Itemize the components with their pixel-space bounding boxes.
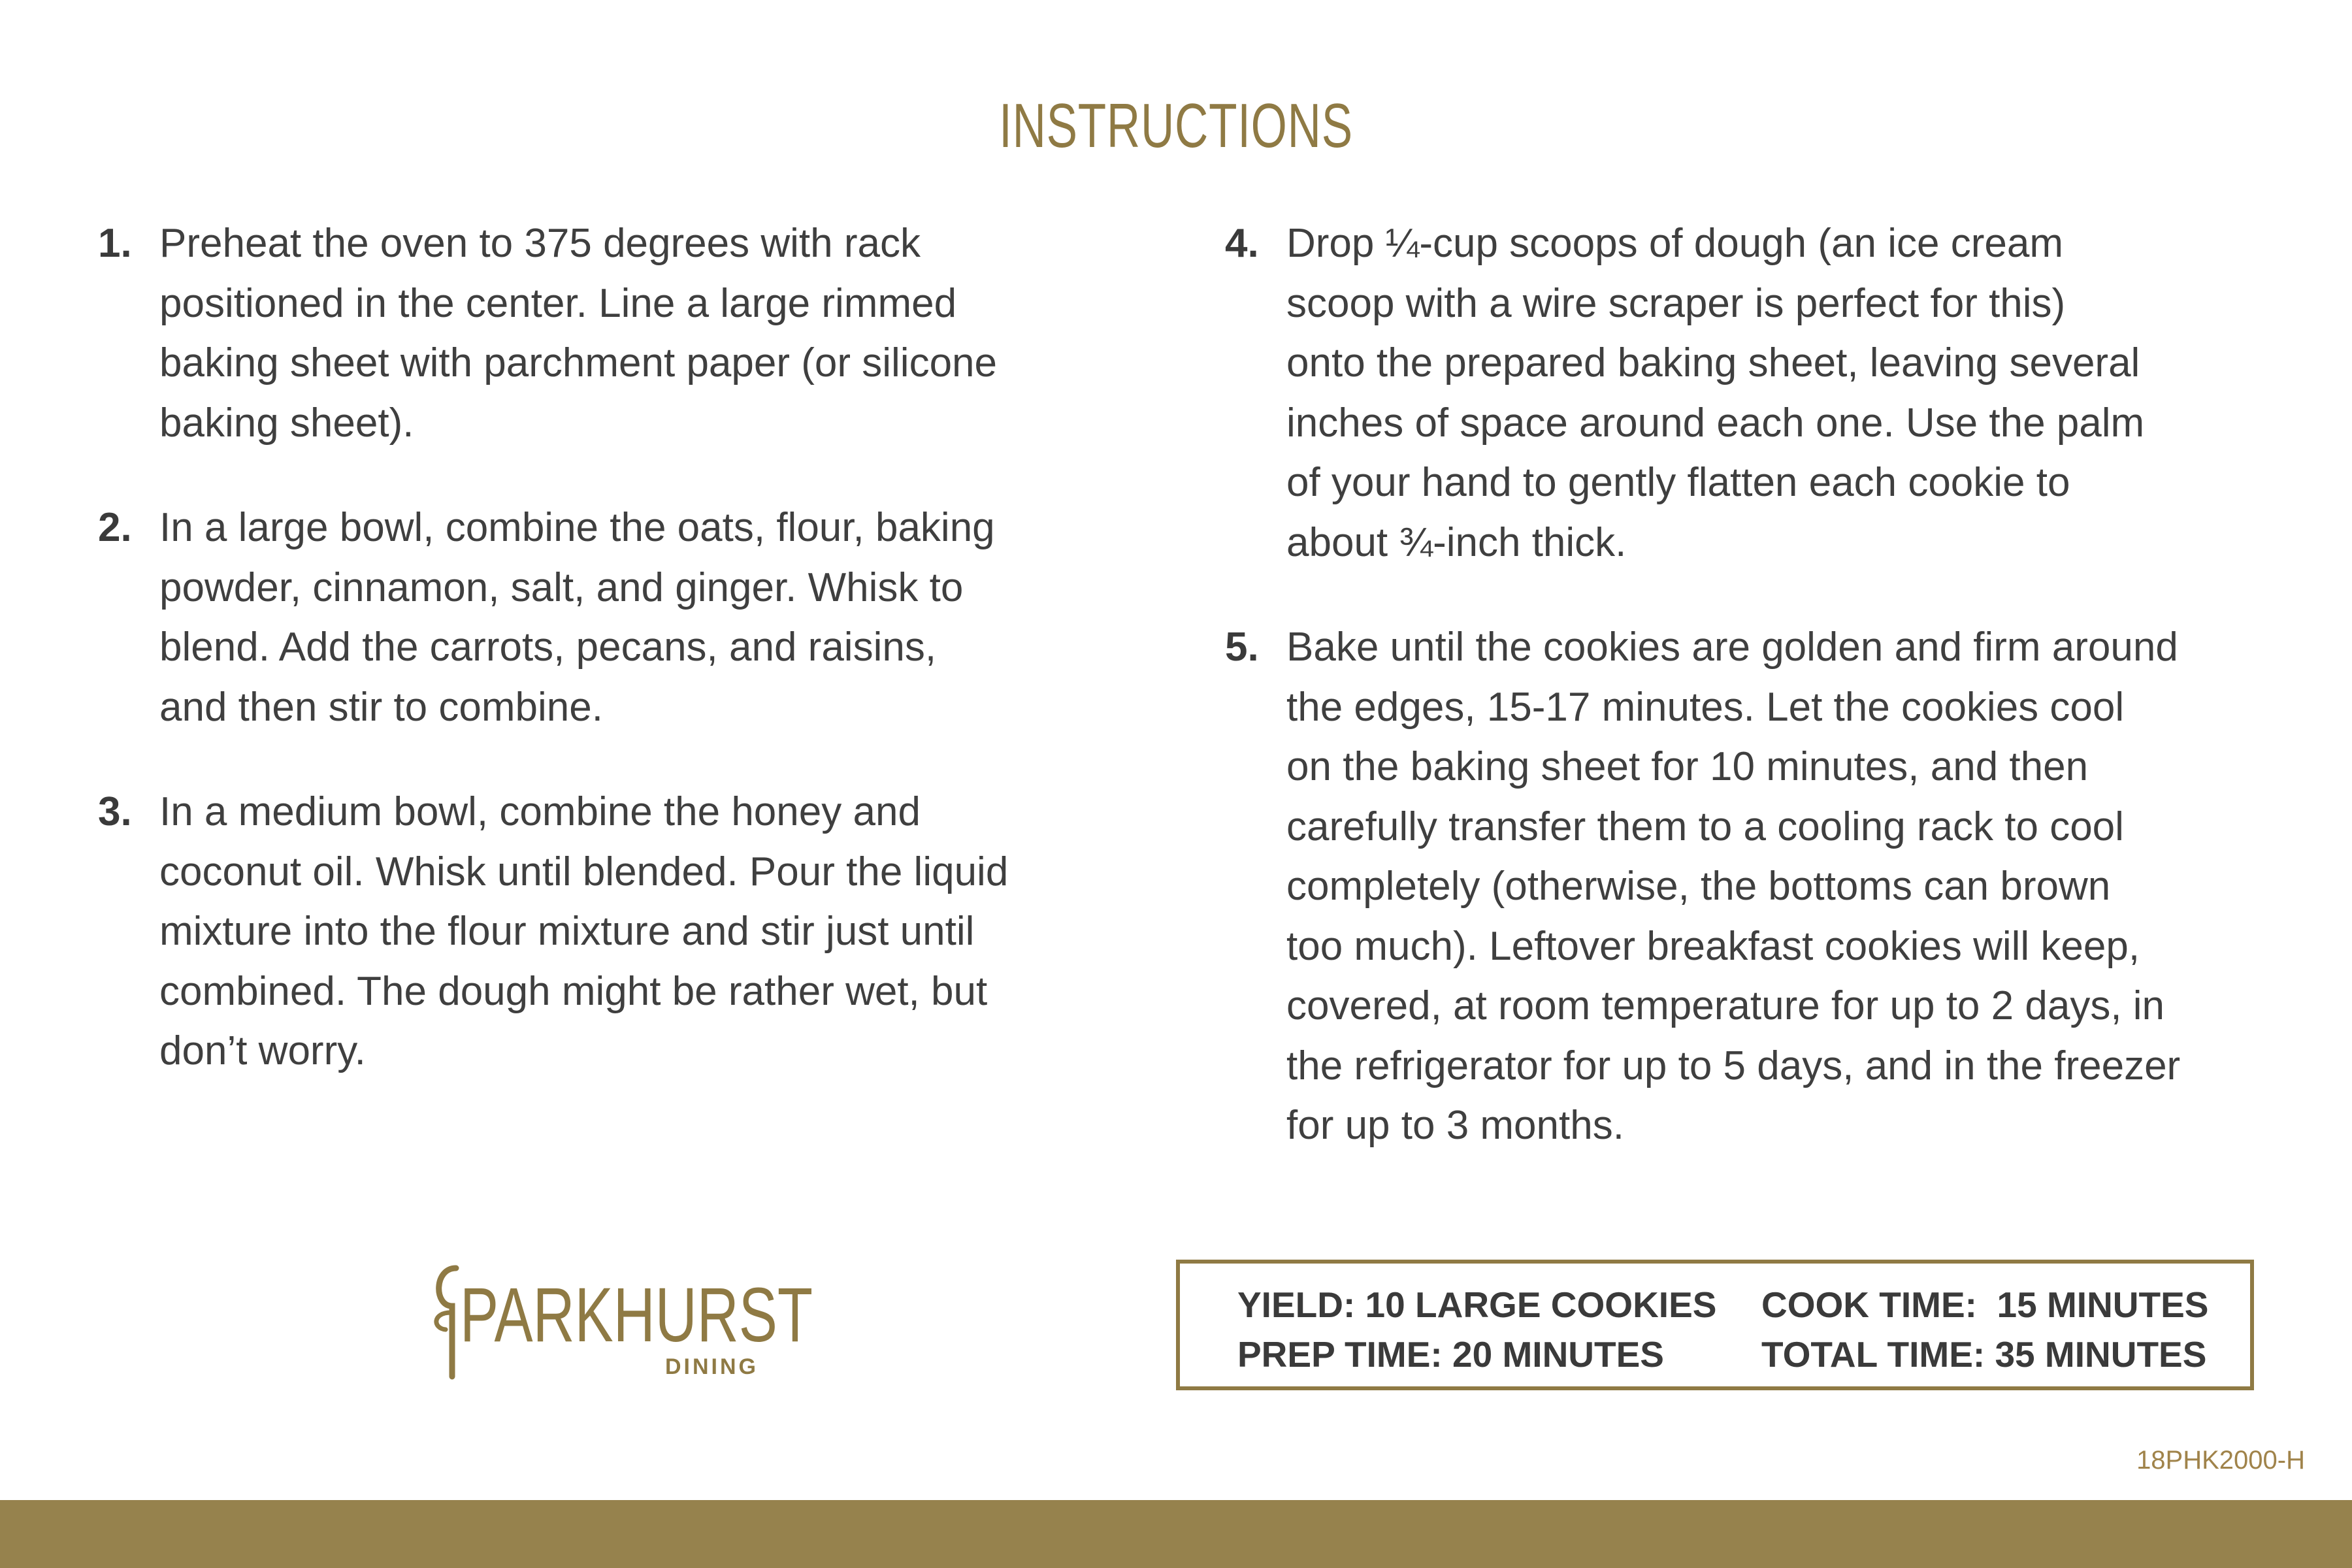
- total-time-info: TOTAL TIME: 35 MINUTES: [1761, 1334, 2207, 1375]
- step-line: completely (otherwise, the bottoms can brown: [1286, 864, 2111, 909]
- step-line: for up to 3 months.: [1286, 1103, 1624, 1148]
- step-line: powder, cinnamon, salt, and ginger. Whisk to: [159, 564, 964, 610]
- step-number: 3.: [98, 789, 132, 834]
- step-line: Preheat the oven to 375 degrees with rack: [159, 221, 921, 266]
- step-number: 4.: [1225, 221, 1259, 266]
- step-number: 2.: [98, 505, 132, 550]
- step-line: inches of space around each one. Use the palm: [1286, 400, 2145, 446]
- step-line: blend. Add the carrots, pecans, and raisins,: [159, 625, 937, 670]
- page-title: INSTRUCTIONS: [999, 91, 1353, 161]
- step-line: Bake until the cookies are golden and firm around: [1286, 625, 2178, 670]
- parkhurst-logo: [431, 1264, 849, 1382]
- step-line: Drop ¼-cup scoops of dough (an ice cream: [1286, 221, 2063, 266]
- prep-time-info: PREP TIME: 20 MINUTES: [1237, 1334, 1664, 1375]
- step-text: [159, 214, 997, 453]
- logo-subtitle: DINING: [665, 1354, 759, 1379]
- step-line: positioned in the center. Line a large rimmed: [159, 280, 957, 326]
- recipe-info-box: [1176, 1260, 2254, 1390]
- step-line: too much). Leftover breakfast cookies will keep,: [1286, 923, 2140, 969]
- document-code: 18PHK2000-H: [2136, 1446, 2305, 1475]
- step-line: of your hand to gently flatten each cookie to: [1286, 460, 2070, 505]
- step-line: baking sheet).: [159, 400, 414, 446]
- step-line: about ¾-inch thick.: [1286, 519, 1627, 565]
- yield-info: YIELD: 10 LARGE COOKIES: [1237, 1284, 1717, 1325]
- step-line: don’t worry.: [159, 1028, 366, 1073]
- step-line: onto the prepared baking sheet, leaving several: [1286, 340, 2140, 385]
- step-line: scoop with a wire scraper is perfect for this): [1286, 280, 2066, 326]
- step-line: and then stir to combine.: [159, 684, 603, 730]
- step-text: [159, 782, 1008, 1081]
- step-line: In a medium bowl, combine the honey and: [159, 789, 921, 834]
- step-line: the edges, 15-17 minutes. Let the cookies cool: [1286, 684, 2125, 730]
- step-line: baking sheet with parchment paper (or silicone: [159, 340, 998, 385]
- logo-wordmark: PARKHURST: [460, 1272, 813, 1358]
- step-text: [1286, 214, 2144, 572]
- step-line: carefully transfer them to a cooling rack to cool: [1286, 804, 2124, 849]
- step-line: the refrigerator for up to 5 days, and in the freezer: [1286, 1043, 2181, 1088]
- step-text: [159, 498, 995, 737]
- cook-time-info: COOK TIME: 15 MINUTES: [1761, 1284, 2209, 1325]
- step-line: on the baking sheet for 10 minutes, and then: [1286, 744, 2089, 789]
- step-line: covered, at room temperature for up to 2 days, in: [1286, 983, 2165, 1028]
- step-line: combined. The dough might be rather wet, but: [159, 968, 988, 1014]
- step-line: mixture into the flour mixture and stir just until: [159, 909, 975, 954]
- step-line: coconut oil. Whisk until blended. Pour the liquid: [159, 849, 1009, 894]
- footer-bar: [0, 1500, 2352, 1568]
- step-number: 1.: [98, 221, 132, 266]
- step-text: [1286, 617, 2180, 1156]
- step-line: In a large bowl, combine the oats, flour, baking: [159, 505, 995, 550]
- step-number: 5.: [1225, 625, 1259, 670]
